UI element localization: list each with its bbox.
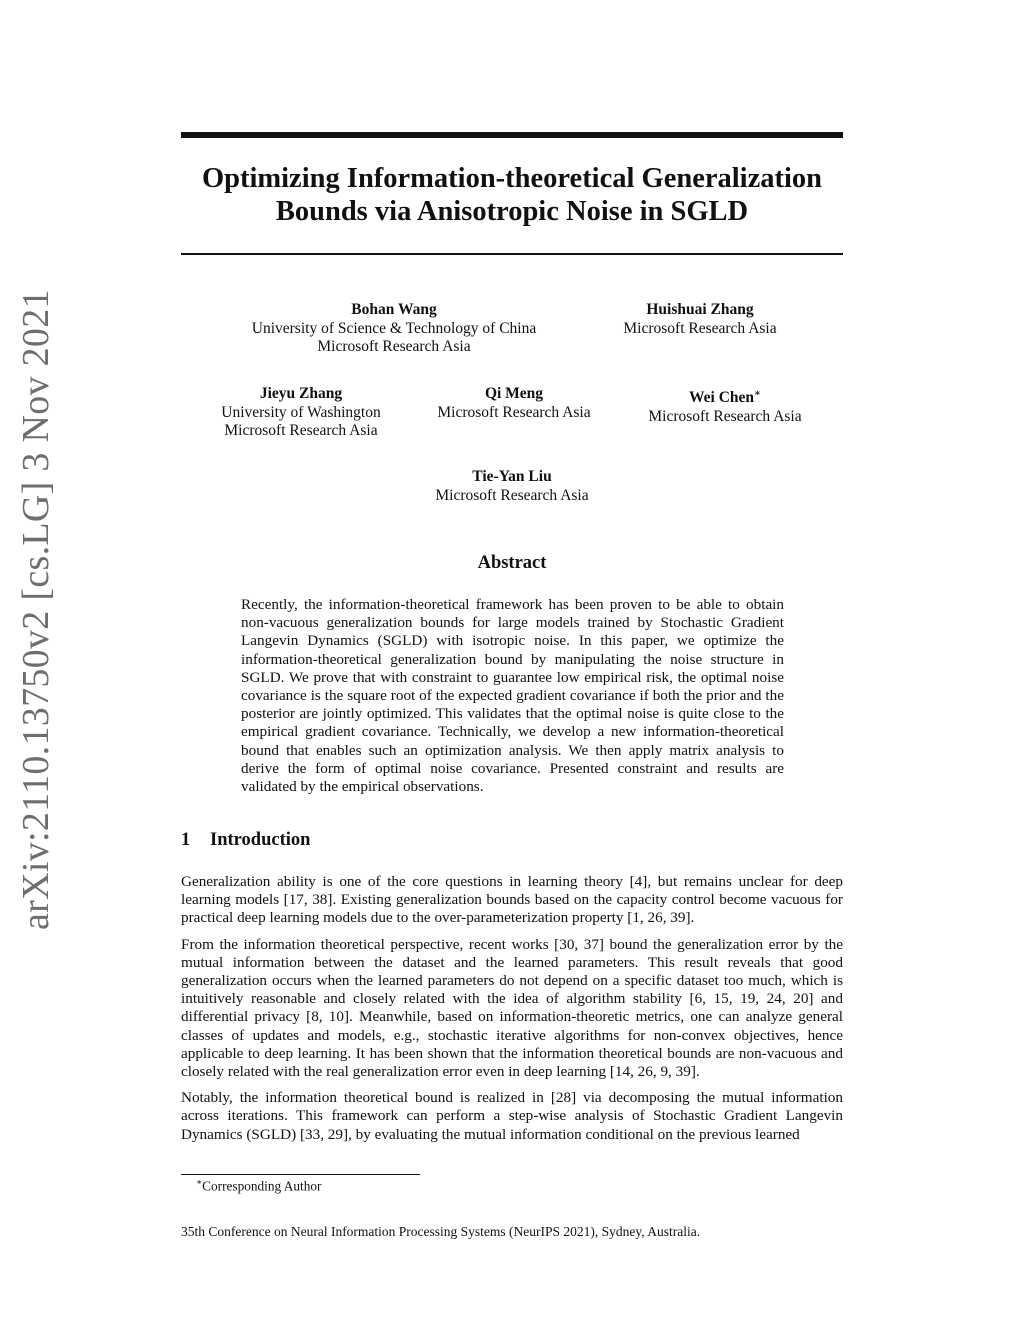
author-wei-chen — [625, 385, 825, 426]
author-affiliation: Microsoft Research Asia — [435, 486, 589, 504]
author-qi-meng — [414, 385, 614, 422]
author-huishuai-zhang — [600, 301, 800, 338]
author-name: Wei Chen∗ — [689, 388, 761, 407]
footnote-rule — [181, 1174, 420, 1175]
corresponding-author-mark: ∗ — [754, 388, 761, 399]
introduction-body — [181, 873, 843, 1152]
paragraph: Notably, the information theoretical bound is realized in [28] via decomposing the mutual information across iterations. This framework can perform a step-wise analysis of Stochastic Gradient Langevin Dynamics (SGLD) [33, 29], by evaluating the mutual information conditional on the previous learned — [181, 1089, 843, 1143]
author-jieyu-zhang — [201, 385, 401, 441]
title-line-1: Optimizing Information-theoretical Generalization — [201, 163, 823, 194]
author-name: Tie-Yan Liu — [472, 468, 552, 485]
title-bottom-rule — [181, 253, 843, 255]
title-top-rule — [181, 132, 843, 138]
author-affiliation: Microsoft Research Asia — [317, 338, 471, 355]
author-affiliation: Microsoft Research Asia — [224, 422, 378, 439]
abstract-text: Recently, the information-theoretical framework has been proven to be able to obtain non-vacuous generalization bounds for large models trained by Stochastic Gradient Langevin Dynamics (SGLD) with isotropic noise. In this paper, we optimize the information-theoretical generalization bound by manipulating the noise structure in SGLD. We prove that with constraint to guarantee low empirical risk, the optimal noise covariance is the square root of the expected gradient covariance if both the prior and the posterior are jointly optimized. This validates that the optimal noise is quite close to the empirical gradient covariance. Technically, we develop a new information-theoretical bound that enables such an optimization analysis. We then apply matrix analysis to derive the form of optimal noise covariance. Presented constraint and results are validated by the empirical observations. — [241, 596, 784, 796]
footnote-text: Corresponding Author — [202, 1178, 322, 1194]
author-name: Huishuai Zhang — [646, 301, 754, 318]
author-bohan-wang — [214, 301, 574, 357]
author-affiliation: Microsoft Research Asia — [648, 407, 802, 425]
abstract-heading: Abstract — [477, 553, 547, 573]
author-affiliation: Microsoft Research Asia — [437, 403, 591, 421]
paragraph: Generalization ability is one of the core questions in learning theory [4], but remains unclear for deep learning models [17, 38]. Existing generalization bounds based on the capacity control become vacuous for practical deep learning models due to the over-parameterization property [1, 26, 39]. — [181, 873, 843, 927]
author-name: Qi Meng — [484, 385, 544, 402]
venue-footer: 35th Conference on Neural Information Processing Systems (NeurIPS 2021), Sydney, Australia. — [181, 1224, 701, 1239]
author-affiliation: University of Science & Technology of China — [251, 319, 537, 337]
author-affiliation: University of Washington — [221, 403, 381, 421]
author-name: Jieyu Zhang — [259, 385, 343, 402]
section-number: 1 — [181, 830, 191, 850]
section-heading-introduction — [181, 830, 310, 851]
section-title: Introduction — [210, 830, 311, 850]
paragraph: From the information theoretical perspective, recent works [30, 37] bound the generalization error by the mutual information between the dataset and the learned parameters. This result reveals that good generalization occurs when the learned parameters do not depend on a specific dataset too much, which is intuitively reasonable and closely related with the idea of algorithm stability [6, 15, 19, 24, 20] and differential privacy [8, 10]. Meanwhile, based on information-theoretic metrics, one can analyze general classes of updates and models, e.g., stochastic iterative algorithms for non-convex objectives, hence applicable to deep learning. It has been shown that the information theoretical bounds are non-vacuous and closely related with the real generalization error even in deep learning [14, 26, 9, 39]. — [181, 935, 843, 1081]
title-line-2: Bounds via Anisotropic Noise in SGLD — [275, 196, 749, 227]
author-tie-yan-liu — [412, 468, 612, 505]
arxiv-identifier-stamp: arXiv:2110.13750v2 [cs.LG] 3 Nov 2021 — [15, 289, 57, 930]
author-affiliation: Microsoft Research Asia — [623, 319, 777, 337]
paper-title — [181, 162, 843, 228]
author-name: Bohan Wang — [351, 301, 437, 318]
footnote — [196, 1177, 321, 1194]
footnote-mark: ∗ — [196, 1177, 203, 1187]
